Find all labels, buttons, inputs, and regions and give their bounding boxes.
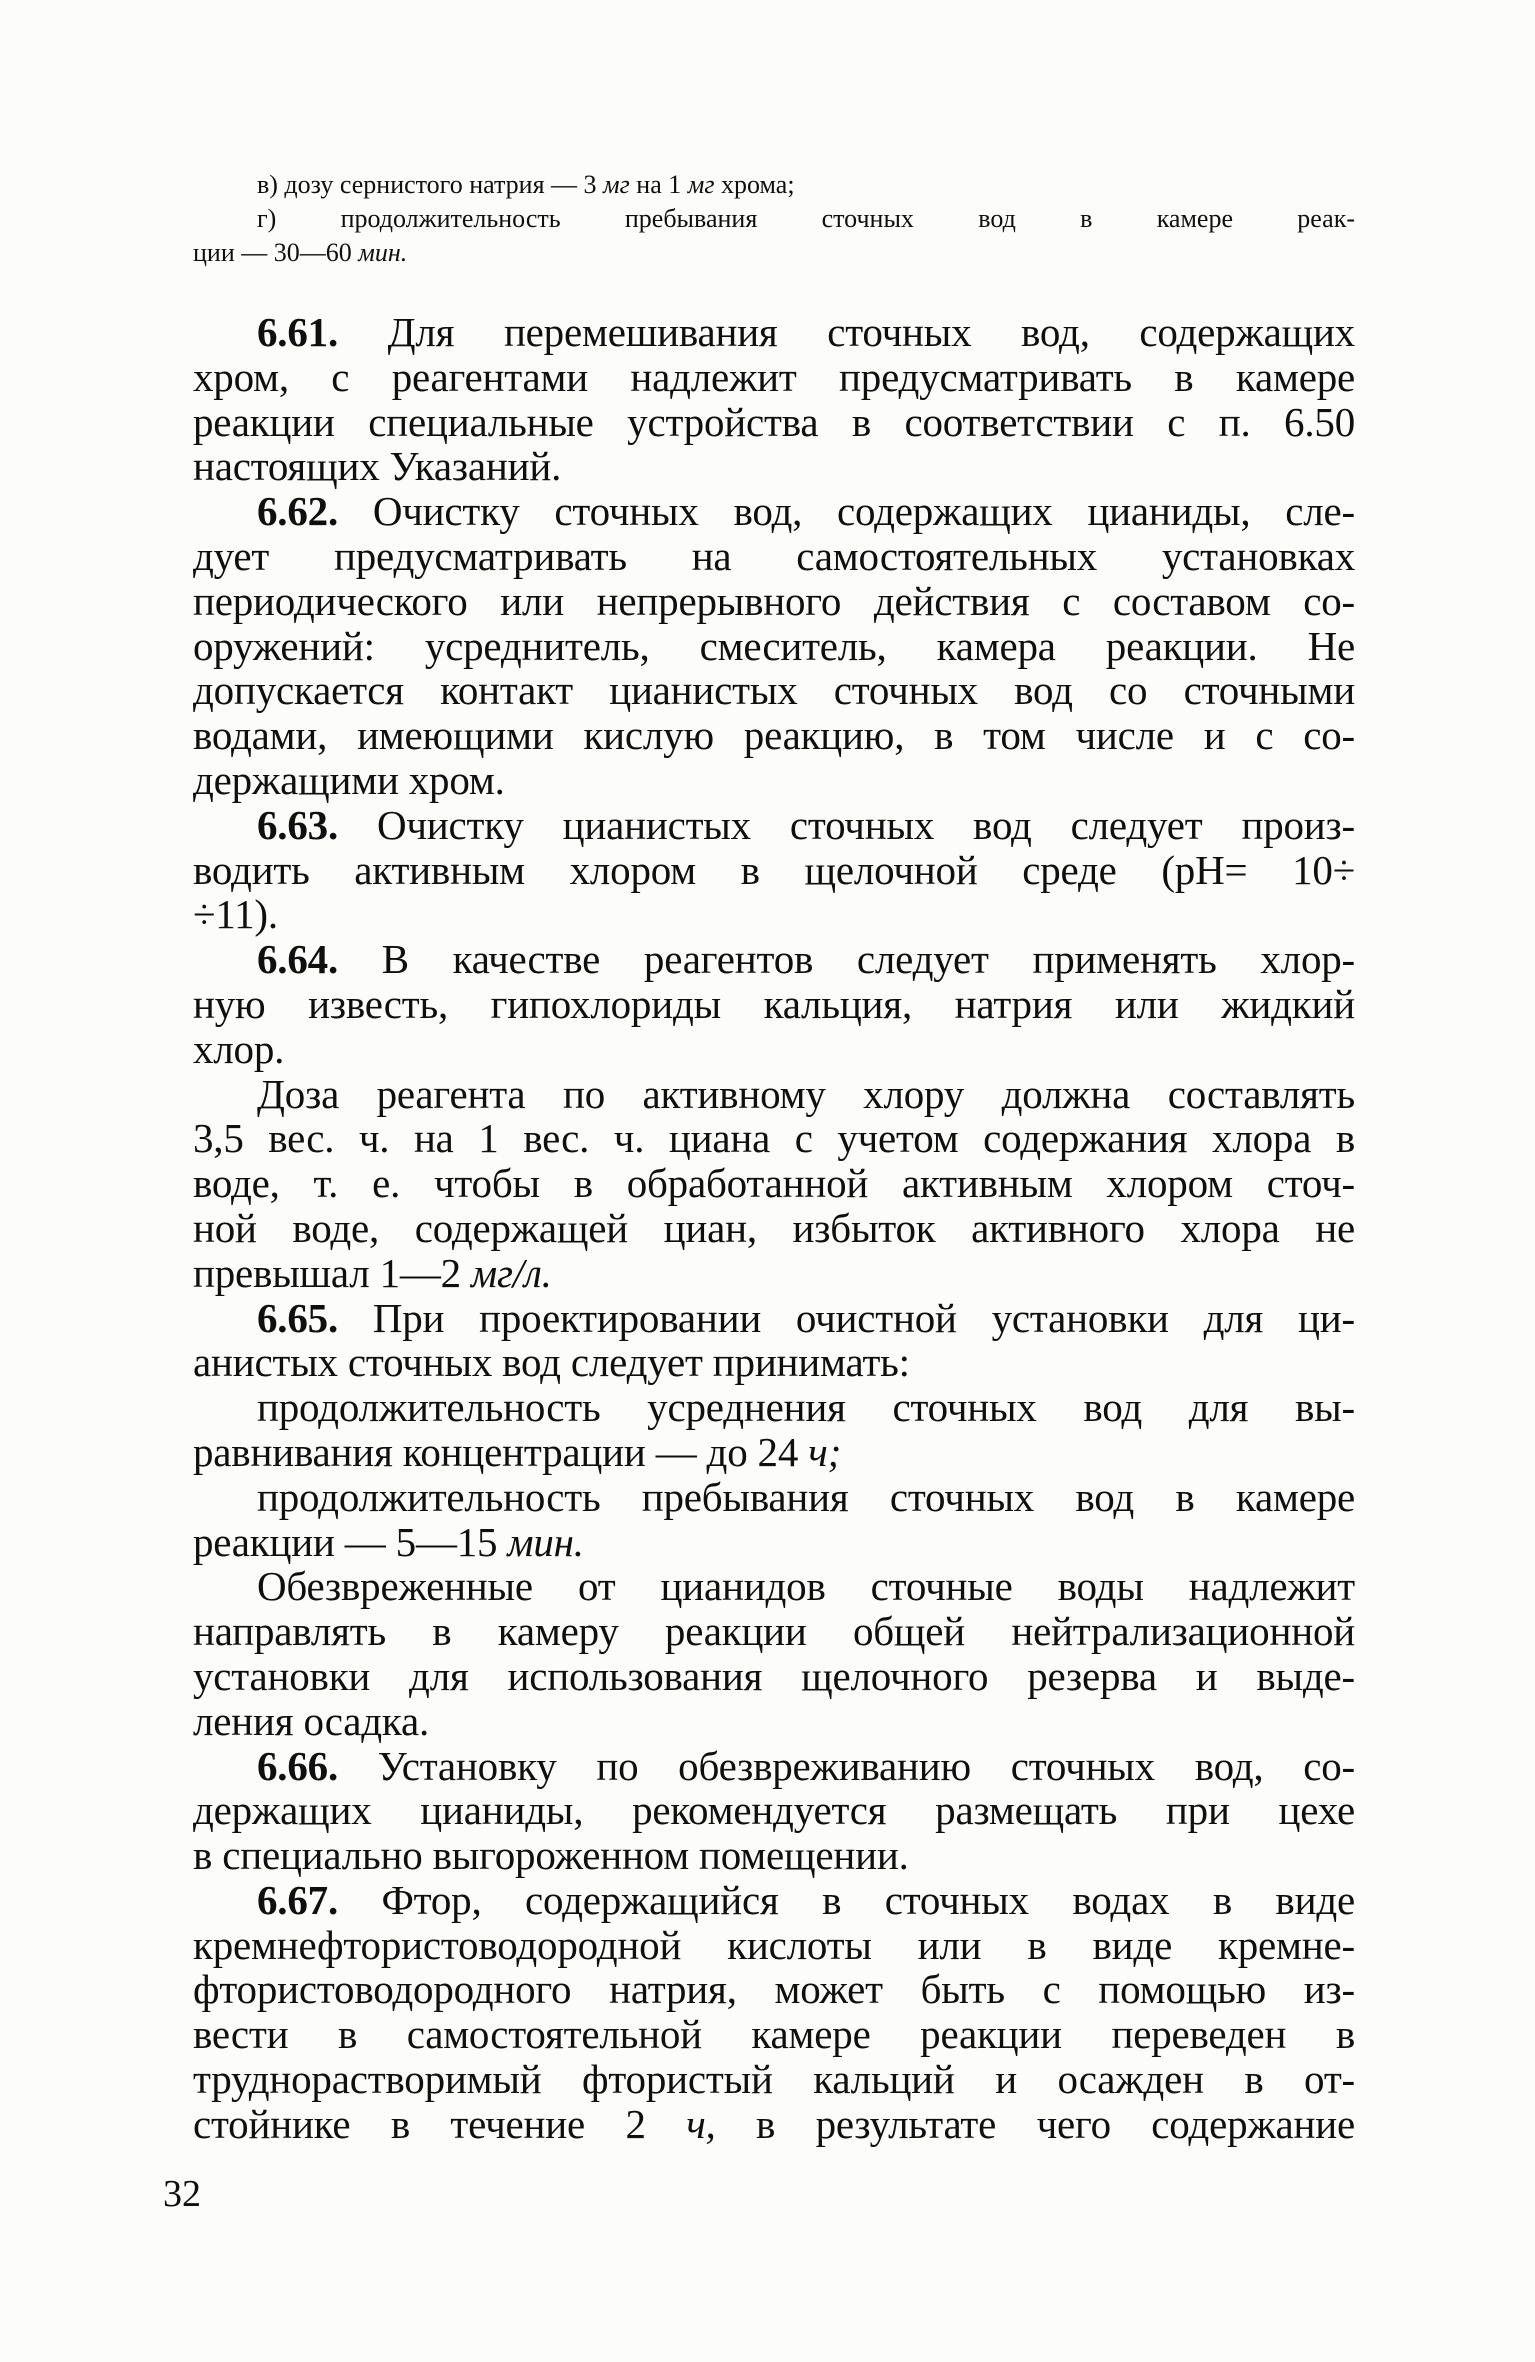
text-line: [193, 1296, 1355, 1341]
text-line: [193, 1475, 1355, 1520]
text-line: [193, 1520, 1355, 1565]
text-line: [193, 168, 1355, 202]
italic-term: ч;: [808, 1428, 842, 1475]
text-line: [193, 1385, 1355, 1430]
text-segment: Очистку сточных вод, содержащих цианиды, сле-: [338, 488, 1355, 535]
text-line: [193, 1430, 1355, 1475]
paragraph: [193, 1296, 1355, 1744]
paragraph: [193, 1878, 1355, 2147]
text-line: [193, 1923, 1355, 1968]
text-segment: При проектировании очистной установки для ци-: [338, 1294, 1355, 1341]
text-segment: Обезвреженные от цианидов сточные воды надлежит: [257, 1563, 1355, 1610]
text-segment: водить активным хлором в щелочной среде (рН= 10÷: [193, 846, 1355, 893]
text-line: [193, 1788, 1355, 1833]
text-line: [193, 1161, 1355, 1206]
paragraph-number: 6.62.: [257, 488, 339, 535]
text-segment: хлор.: [193, 1025, 285, 1072]
text-segment: хрома;: [714, 170, 795, 199]
text-line: [193, 1116, 1355, 1161]
text-segment: установки для использования щелочного резерва и выде-: [193, 1652, 1355, 1699]
text-segment: воде, т. е. чтобы в обработанной активным хлором сточ-: [193, 1160, 1355, 1207]
paragraph-number: 6.67.: [257, 1876, 339, 1923]
italic-term: мг/л.: [471, 1249, 552, 1296]
text-segment: в) дозу сернистого натрия — 3: [257, 170, 604, 199]
text-segment: направлять в камеру реакции общей нейтрализационной: [193, 1608, 1355, 1655]
text-segment: настоящих Указаний.: [193, 443, 562, 490]
text-segment: Установку по обезвреживанию сточных вод, со-: [338, 1742, 1355, 1789]
text-segment: продолжительность усреднения сточных вод для вы-: [257, 1384, 1355, 1431]
text-line: [193, 1027, 1355, 1072]
text-segment: держащих цианиды, рекомендуется размещать при цехе: [193, 1787, 1355, 1834]
text-line: [193, 1564, 1355, 1609]
text-segment: в результате чего содержание: [715, 2100, 1355, 2147]
text-segment: Очистку цианистых сточных вод следует произ-: [338, 801, 1355, 848]
text-segment: продолжительность пребывания сточных вод в камере: [257, 1473, 1355, 1520]
text-line: [193, 2057, 1355, 2102]
text-segment: ления осадка.: [193, 1697, 430, 1744]
text-line: [193, 982, 1355, 1027]
text-segment: г) продолжительность пребывания сточных вод в камере реак-: [257, 204, 1355, 233]
text-segment: держащими хром.: [193, 756, 505, 803]
text-line: [193, 579, 1355, 624]
text-line: [193, 2012, 1355, 2057]
text-segment: периодического или непрерывного действия с составом со-: [193, 577, 1355, 624]
text-line: [193, 489, 1355, 534]
text-line: [193, 1833, 1355, 1878]
text-line: [193, 310, 1355, 355]
paragraph: [193, 489, 1355, 803]
text-line: [193, 1072, 1355, 1117]
text-line: [193, 892, 1355, 937]
paragraph: [193, 1072, 1355, 1296]
text-block: [193, 168, 1355, 2147]
text-line: [193, 1744, 1355, 1789]
text-line: [193, 236, 1355, 270]
text-line: [193, 355, 1355, 400]
paragraph-number: 6.65.: [257, 1294, 339, 1341]
text-line: [193, 1878, 1355, 1923]
paragraph: [193, 1744, 1355, 1878]
paragraph-number: 6.63.: [257, 801, 339, 848]
text-segment: в специально выгороженном помещении.: [193, 1832, 909, 1879]
text-line: [193, 202, 1355, 236]
text-line: [193, 1699, 1355, 1744]
text-segment: фтористоводородного натрия, может быть с помощью из-: [193, 1966, 1355, 2013]
paragraph-number: 6.66.: [257, 1742, 339, 1789]
text-segment: анистых сточных вод следует принимать:: [193, 1339, 910, 1386]
paragraph: [193, 168, 1355, 270]
paragraph: [193, 310, 1355, 489]
text-segment: оружений: усреднитель, смеситель, камера реакции. Не: [193, 622, 1355, 669]
text-segment: кремнефтористоводородной кислоты или в виде кремне-: [193, 1921, 1355, 1968]
text-segment: хром, с реагентами надлежит предусматривать в камере: [193, 353, 1355, 400]
paragraph: [193, 937, 1355, 1071]
text-segment: водами, имеющими кислую реакцию, в том числе и с со-: [193, 712, 1355, 759]
text-segment: В качестве реагентов следует применять хлор-: [338, 936, 1355, 983]
text-line: [193, 2102, 1355, 2147]
text-segment: вести в самостоятельной камере реакции переведен в: [193, 2011, 1355, 2058]
text-segment: дует предусматривать на самостоятельных установках: [193, 532, 1355, 579]
italic-term: ч,: [686, 2100, 716, 2147]
text-line: [193, 444, 1355, 489]
text-segment: на 1: [629, 170, 688, 199]
text-segment: 3,5 вес. ч. на 1 вес. ч. циана с учетом содержания хлора в: [193, 1115, 1355, 1162]
text-segment: ную известь, гипохлориды кальция, натрия или жидкий: [193, 980, 1355, 1027]
italic-term: мг: [687, 170, 715, 199]
text-segment: равнивания концентрации — до 24: [193, 1428, 809, 1475]
page-number: 32: [163, 2173, 201, 2215]
paragraph-number: 6.64.: [257, 936, 339, 983]
text-segment: ÷11).: [193, 891, 278, 938]
text-segment: реакции — 5—15: [193, 1518, 508, 1565]
text-segment: стойнике в течение 2: [193, 2100, 687, 2147]
paragraph: [193, 803, 1355, 937]
italic-term: мин.: [358, 238, 408, 267]
text-line: [193, 1251, 1355, 1296]
text-segment: реакции специальные устройства в соответствии с п. 6.50: [193, 398, 1355, 445]
text-line: [193, 713, 1355, 758]
text-line: [193, 758, 1355, 803]
text-line: [193, 803, 1355, 848]
text-line: [193, 400, 1355, 445]
italic-term: мг: [603, 170, 630, 199]
text-line: [193, 624, 1355, 669]
text-line: [193, 1967, 1355, 2012]
paragraph-number: 6.61.: [257, 309, 339, 355]
text-line: [193, 1654, 1355, 1699]
text-segment: допускается контакт цианистых сточных вод со сточными: [193, 667, 1355, 714]
text-line: [193, 1206, 1355, 1251]
italic-term: мин.: [507, 1518, 584, 1565]
text-segment: ной воде, содержащей циан, избыток активного хлора не: [193, 1204, 1355, 1251]
text-segment: труднорастворимый фтористый кальций и осажден в от-: [193, 2056, 1355, 2103]
text-line: [193, 1340, 1355, 1385]
text-segment: Фтор, содержащийся в сточных водах в виде: [338, 1876, 1355, 1923]
text-segment: ции — 30—60: [193, 238, 359, 267]
text-line: [193, 668, 1355, 713]
text-line: [193, 848, 1355, 893]
text-segment: Доза реагента по активному хлору должна составлять: [257, 1070, 1355, 1117]
text-line: [193, 937, 1355, 982]
text-segment: Для перемешивания сточных вод, содержащих: [338, 309, 1355, 355]
text-line: [193, 534, 1355, 579]
text-segment: превышал 1—2: [193, 1249, 472, 1296]
text-line: [193, 1609, 1355, 1654]
